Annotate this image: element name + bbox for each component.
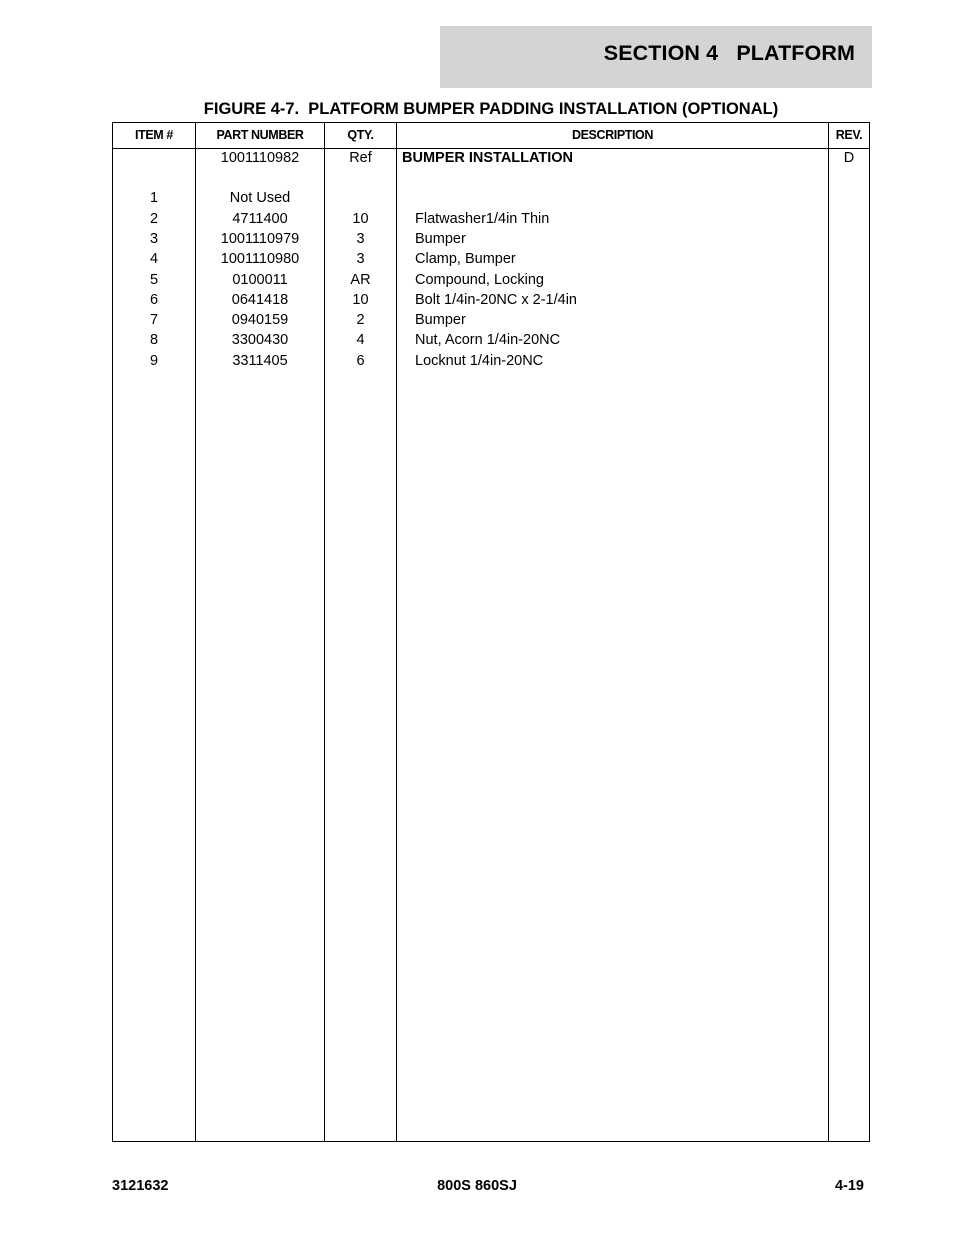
table-cell-item-number: 2	[149, 211, 159, 227]
table-cell-item-number: 1	[149, 190, 159, 206]
table-cell-description: Bumper	[415, 312, 466, 328]
table-cell-revision	[829, 249, 869, 269]
figure-title: FIGURE 4-7. PLATFORM BUMPER PADDING INSTALLATION (OPTIONAL)	[203, 100, 779, 118]
table-cell-quantity: Ref	[349, 150, 372, 166]
table-cell-quantity: 3	[356, 251, 365, 267]
column-header-part-number: PART NUMBER	[216, 128, 304, 142]
table-cell-description: Compound, Locking	[415, 272, 544, 288]
table-cell-quantity: 4	[356, 332, 365, 348]
table-cell-part-number: 0940159	[231, 312, 289, 328]
table-cell-revision	[829, 330, 869, 350]
column-header-item: ITEM #	[135, 128, 173, 142]
table-cell-part-number: 0100011	[232, 272, 288, 288]
footer-page-number: 4-19	[834, 1178, 864, 1194]
table-cell-item-number: 8	[149, 332, 159, 348]
table-cell-description: Clamp, Bumper	[415, 251, 516, 267]
table-cell-quantity: 2	[356, 312, 365, 328]
table-cell-part-number: 1001110980	[220, 251, 300, 267]
table-cell-item-number: 7	[149, 312, 159, 328]
table-cell-revision	[829, 209, 869, 229]
table-cell-part-number: 1001110979	[220, 231, 300, 247]
parts-table	[112, 122, 870, 1142]
table-cell-part-number: 3300430	[231, 332, 289, 348]
table-cell-part-number: 1001110982	[220, 150, 300, 166]
table-cell-item-number: 6	[149, 292, 159, 308]
table-cell-item-number: 5	[149, 272, 159, 288]
table-cell-revision: D	[843, 150, 855, 166]
table-cell-revision	[829, 310, 869, 330]
table-cell-quantity: AR	[350, 272, 371, 288]
table-cell-revision	[829, 188, 869, 208]
table-cell-quantity: 10	[352, 211, 369, 227]
table-cell-description: BUMPER INSTALLATION	[402, 150, 574, 166]
footer-model: 800S 860SJ	[437, 1178, 517, 1194]
table-cell-part-number: Not Used	[229, 190, 291, 206]
table-cell-quantity: 6	[356, 353, 365, 369]
table-cell-item-number: 9	[149, 353, 159, 369]
table-cell-revision	[829, 229, 869, 249]
section-banner	[440, 26, 872, 88]
section-title: SECTION 4 PLATFORM	[603, 41, 855, 65]
table-cell-quantity: 10	[352, 292, 369, 308]
table-cell-description	[415, 188, 835, 208]
table-cell-item-number: 4	[149, 251, 159, 267]
column-header-rev: REV.	[835, 128, 863, 142]
table-cell-description: Bolt 1/4in-20NC x 2-1/4in	[415, 292, 577, 308]
column-header-description: DESCRIPTION	[571, 128, 654, 142]
column-divider	[396, 123, 397, 1141]
table-cell-revision	[829, 290, 869, 310]
table-cell-part-number: 3311405	[232, 353, 288, 369]
column-header-qty: QTY.	[347, 128, 374, 142]
table-cell-revision	[829, 270, 869, 290]
footer-doc-number: 3121632	[112, 1178, 169, 1194]
table-cell-part-number: 0641418	[231, 292, 289, 308]
table-cell-description: Flatwasher1/4in Thin	[415, 211, 550, 227]
table-cell-item-number	[113, 148, 195, 168]
table-cell-description: Bumper	[415, 231, 466, 247]
table-cell-quantity	[325, 188, 396, 208]
table-cell-description: Locknut 1/4in-20NC	[415, 353, 544, 369]
table-cell-quantity: 3	[356, 231, 365, 247]
table-cell-item-number: 3	[149, 231, 159, 247]
table-cell-description: Nut, Acorn 1/4in-20NC	[415, 332, 561, 348]
table-cell-part-number: 4711400	[232, 211, 288, 227]
table-cell-revision	[829, 351, 869, 371]
